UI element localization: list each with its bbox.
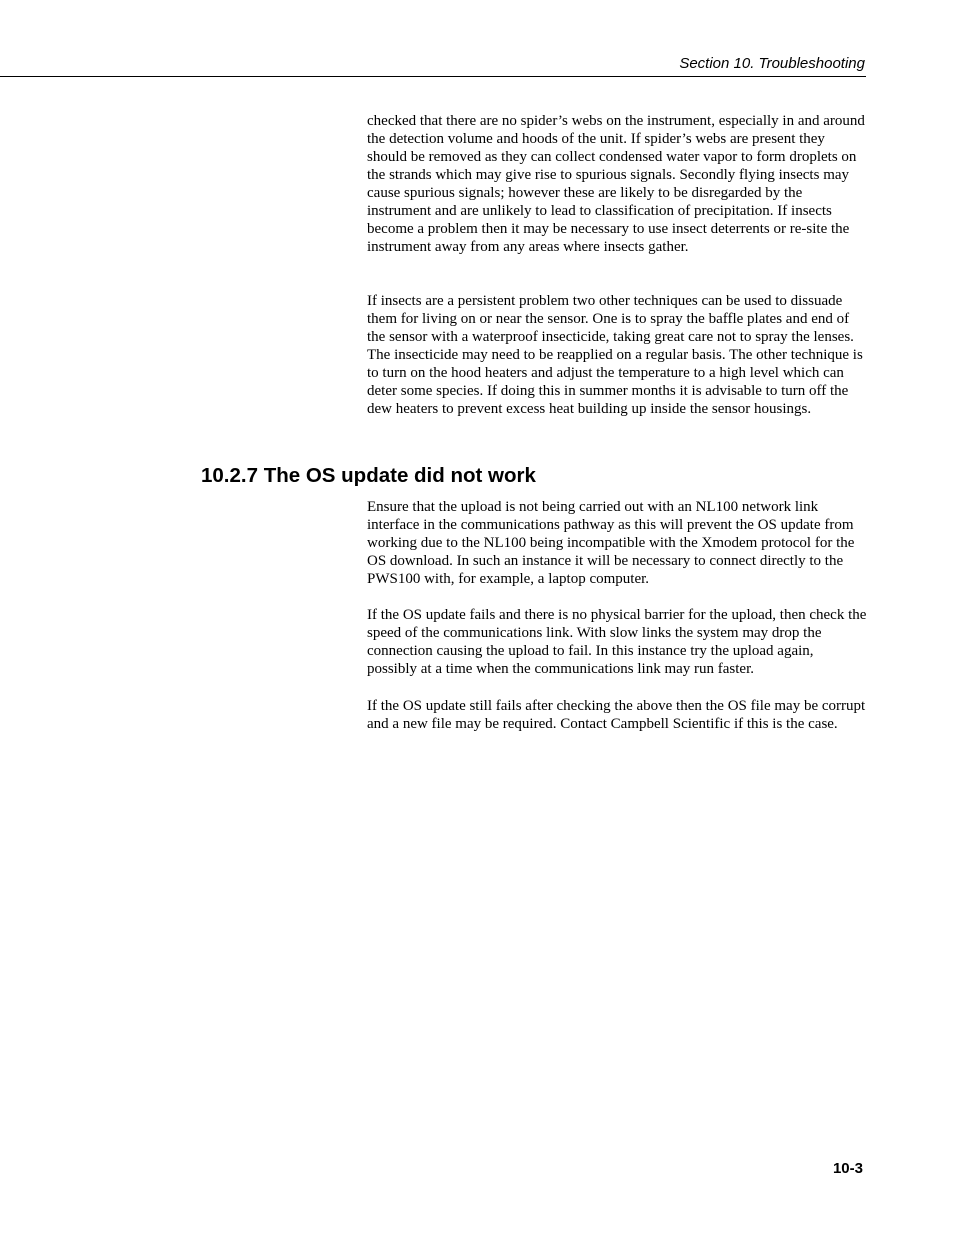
paragraph-nl100-upload: Ensure that the upload is not being carried out with an NL100 network link interface in the communications pathway as this will prevent the OS update from working due to the NL100 being incompatible with the Xmodem protocol for the OS download. In such an instance it will be necessary to connect directly to the PWS100 with, for example, a laptop computer.: [367, 499, 855, 587]
paragraph-corrupt-os-file: If the OS update still fails after checking the above then the OS file may be corrupt and a new file may be required. Contact Campbell Scientific if this is the case.: [367, 698, 866, 732]
paragraph-communications-speed: If the OS update fails and there is no physical barrier for the upload, then check the speed of the communications link. With slow links the system may drop the connection causing the upload to fail. In this instance try the upload again, possibly at a time when the communications link may run faster.: [367, 607, 867, 677]
running-header-title: Section 10. Troubleshooting: [679, 55, 865, 72]
paragraph-insect-techniques: If insects are a persistent problem two other techniques can be used to dissuade them for living on or near the sensor. One is to spray the baffle plates and end of the sensor with a waterproof insecticide, taking great care not to spray the lenses. The insecticide may need to be reapplied on a regular basis. The other technique is to turn on the hood heaters and adjust the temperature to a high level which can deter some species. If doing this in summer months it is advisable to turn off the dew heaters to prevent excess heat building up inside the sensor housings.: [367, 293, 863, 417]
page-number: 10-3: [832, 1160, 863, 1177]
section-heading-os-update: 10.2.7 The OS update did not work: [201, 464, 536, 487]
header-rule: [0, 76, 866, 77]
paragraph-spider-webs: checked that there are no spider’s webs on the instrument, especially in and around the detection volume and hoods of the unit. If spider’s webs are present they should be removed as they can collect condensed water vapor to form droplets on the strands which may give rise to spurious signals. Secondly flying insects may cause spurious signals; however these are likely to be disregarded by the instrument and are unlikely to lead to classification of precipitation. If insects become a problem then it may be necessary to use insect deterrents or re-site the instrument away from any areas where insects gather.: [367, 113, 865, 255]
